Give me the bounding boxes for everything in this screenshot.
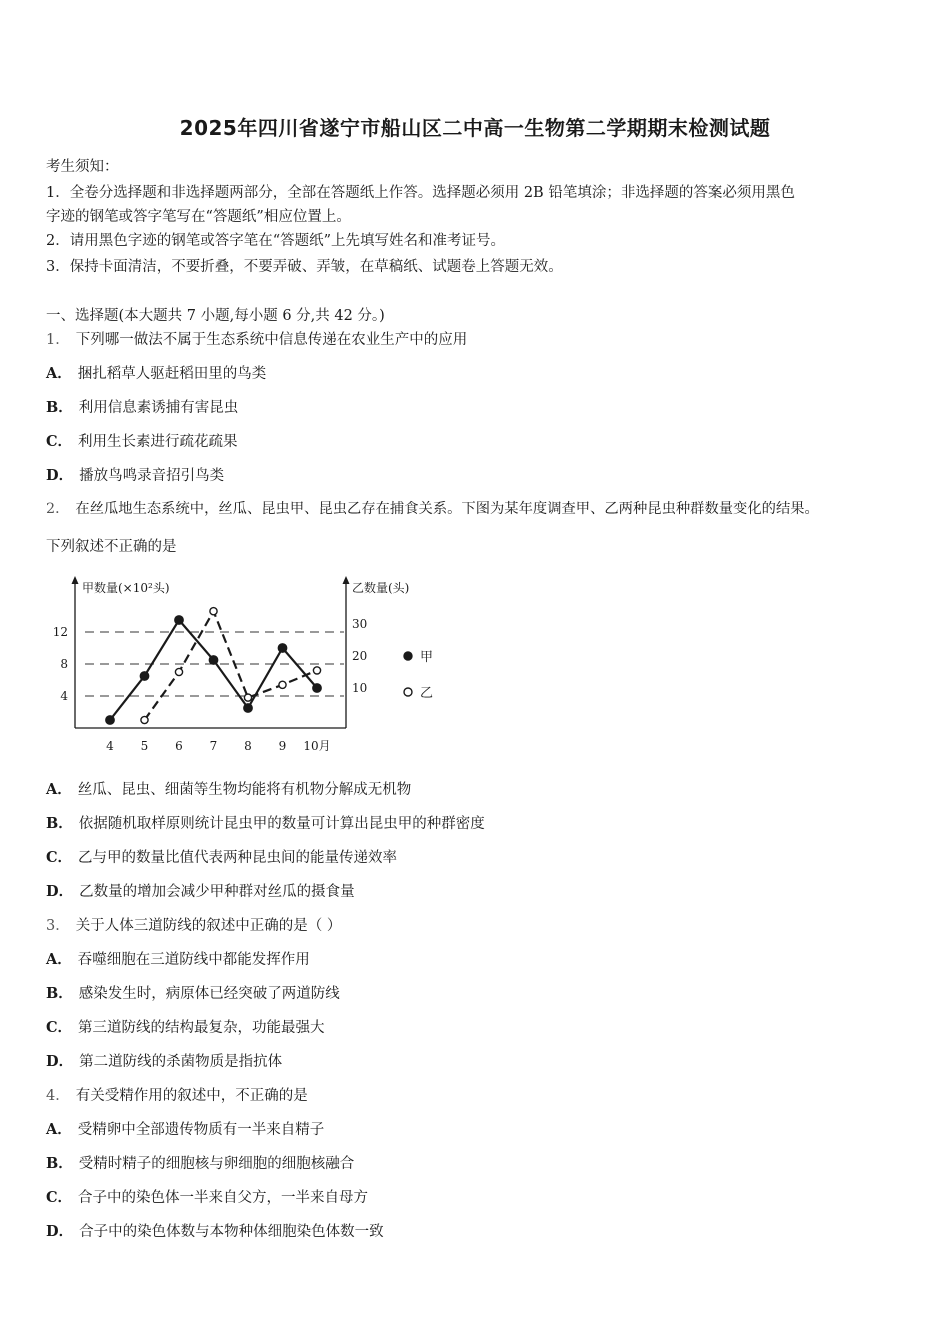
option-label: D． — [46, 1223, 74, 1240]
legend-label-乙: 乙 — [420, 686, 434, 701]
q3-option-c[interactable] — [46, 1016, 325, 1037]
option-text: 乙与甲的数量比值代表两种昆虫间的能量传递效率 — [78, 850, 398, 866]
question-text: 关于人体三道防线的叙述中正确的是（ ） — [75, 918, 342, 934]
page-title: 2025年四川省遂宁市船山区二中高一生物第二学期期末检测试题 — [179, 116, 771, 140]
right-axis-arrow — [343, 576, 350, 584]
legend-marker-乙 — [404, 688, 412, 696]
question-text: 下列哪一做法不属于生态系统中信息传递在农业生产中的应用 — [75, 332, 468, 348]
option-label: B． — [46, 399, 73, 416]
series-line-甲 — [110, 620, 317, 720]
option-text: 合子中的染色体数与本物种体细胞染色体数一致 — [79, 1224, 384, 1240]
left-axis-arrow — [72, 576, 79, 584]
data-point-甲 — [313, 684, 321, 692]
option-text: 捆扎稻草人驱赶稻田里的鸟类 — [77, 366, 267, 382]
q1-option-b[interactable] — [46, 396, 238, 417]
data-point-甲 — [106, 716, 114, 724]
option-text: 受精时精子的细胞核与卵细胞的细胞核融合 — [78, 1156, 355, 1172]
q1-option-c[interactable] — [46, 430, 238, 451]
option-label: C． — [46, 849, 73, 866]
question-3-stem — [46, 914, 341, 935]
q3-option-b[interactable] — [46, 982, 340, 1003]
option-text: 第三道防线的结构最复杂，功能最强大 — [78, 1020, 325, 1036]
question-number: 2． — [46, 501, 70, 517]
legend-marker-甲 — [404, 652, 412, 660]
data-point-乙 — [141, 716, 148, 723]
option-label: B． — [46, 1155, 73, 1172]
option-text: 第二道防线的杀菌物质是指抗体 — [79, 1054, 283, 1070]
option-text: 播放鸟鸣录音招引鸟类 — [79, 468, 225, 484]
question-number: 3． — [46, 918, 70, 934]
notice-item-1a: 1．全卷分选择题和非选择题两部分，全部在答题纸上作答。选择题必须用 2B 铅笔填涂；非选择题的答案必须用黑色 — [46, 185, 795, 201]
left-tick-label: 12 — [52, 625, 68, 639]
option-label: C． — [46, 1019, 73, 1036]
option-label: B． — [46, 985, 73, 1002]
series-line-乙 — [145, 611, 318, 720]
option-text: 利用生长素进行疏花疏果 — [78, 434, 238, 450]
right-tick-label: 20 — [352, 649, 368, 663]
option-label: D． — [46, 1053, 74, 1070]
right-axis-label: 乙数量(头) — [352, 581, 410, 595]
option-label: A． — [46, 781, 72, 798]
option-text: 依据随机取样原则统计昆虫甲的数量可计算出昆虫甲的种群密度 — [78, 816, 485, 832]
option-label: D． — [46, 883, 74, 900]
notice-item-1b: 字迹的钢笔或答字笔写在“答题纸”相应位置上。 — [46, 209, 351, 225]
notice-item-3: 3．保持卡面清洁，不要折叠，不要弄破、弄皱，在草稿纸、试题卷上答题无效。 — [46, 259, 563, 275]
data-point-乙 — [175, 668, 182, 675]
q2-option-d[interactable] — [46, 880, 355, 901]
option-label: D． — [46, 467, 74, 484]
data-point-甲 — [209, 656, 217, 664]
question-text: 在丝瓜地生态系统中，丝瓜、昆虫甲、昆虫乙存在捕食关系。下图为某年度调查甲、乙两种昆虫种群数量变化的结果。 — [75, 501, 819, 517]
data-point-乙 — [210, 608, 217, 615]
left-tick-label: 8 — [60, 657, 68, 671]
option-label: C． — [46, 1189, 73, 1206]
data-point-甲 — [244, 704, 252, 712]
q4-option-d[interactable] — [46, 1220, 384, 1241]
left-axis-label: 甲数量(×10²头) — [82, 581, 170, 595]
q4-option-c[interactable] — [46, 1186, 368, 1207]
q4-option-a[interactable] — [46, 1118, 324, 1139]
option-text: 吞噬细胞在三道防线中都能发挥作用 — [77, 952, 310, 968]
notice-item-2: 2．请用黑色字迹的钢笔或答字笔在“答题纸”上先填写姓名和准考证号。 — [46, 233, 506, 249]
data-point-乙 — [279, 681, 286, 688]
option-label: A． — [46, 1121, 72, 1138]
option-text: 丝瓜、昆虫、细菌等生物均能将有机物分解成无机物 — [77, 782, 412, 798]
option-text: 利用信息素诱捕有害昆虫 — [78, 400, 239, 416]
x-tick-label: 5 — [140, 739, 149, 753]
data-point-甲 — [140, 672, 148, 680]
option-text: 受精卵中全部遗传物质有一半来自精子 — [77, 1122, 325, 1138]
question-4-stem — [46, 1084, 308, 1105]
option-text: 合子中的染色体一半来自父方，一半来自母方 — [78, 1190, 369, 1206]
option-text: 感染发生时，病原体已经突破了两道防线 — [78, 986, 340, 1002]
q3-option-a[interactable] — [46, 948, 310, 969]
data-point-乙 — [313, 667, 320, 674]
option-label: B． — [46, 815, 73, 832]
data-point-乙 — [244, 694, 251, 701]
section-heading: 一、选择题(本大题共 7 小题,每小题 6 分,共 42 分。) — [46, 308, 385, 324]
q2-option-b[interactable] — [46, 812, 485, 833]
legend-label-甲: 甲 — [420, 650, 434, 665]
question-number: 1． — [46, 332, 70, 348]
right-tick-label: 10 — [352, 681, 368, 695]
question-text: 有关受精作用的叙述中，不正确的是 — [75, 1088, 308, 1104]
question-1-stem — [46, 328, 467, 349]
question-2-stem-cont: 下列叙述不正确的是 — [46, 539, 177, 555]
x-tick-label: 10月 — [303, 739, 331, 753]
q4-option-b[interactable] — [46, 1152, 354, 1173]
x-tick-label: 7 — [209, 739, 218, 753]
right-tick-label: 30 — [352, 617, 368, 631]
q1-option-d[interactable] — [46, 464, 224, 485]
option-label: A． — [46, 365, 72, 382]
population-chart — [50, 570, 450, 760]
option-text: 乙数量的增加会减少甲种群对丝瓜的摄食量 — [79, 884, 355, 900]
question-number: 4． — [46, 1088, 70, 1104]
q3-option-d[interactable] — [46, 1050, 282, 1071]
question-2-stem — [46, 498, 819, 518]
x-tick-label: 9 — [278, 739, 287, 753]
q2-option-a[interactable] — [46, 778, 411, 799]
x-tick-label: 6 — [175, 739, 183, 753]
q1-option-a[interactable] — [46, 362, 266, 383]
left-tick-label: 4 — [60, 689, 68, 703]
x-tick-label: 8 — [244, 739, 252, 753]
q2-option-c[interactable] — [46, 846, 397, 867]
x-tick-label: 4 — [106, 739, 114, 753]
data-point-甲 — [278, 644, 286, 652]
notice-heading: 考生须知： — [46, 159, 119, 175]
option-label: C． — [46, 433, 73, 450]
data-point-甲 — [175, 616, 183, 624]
option-label: A． — [46, 951, 72, 968]
